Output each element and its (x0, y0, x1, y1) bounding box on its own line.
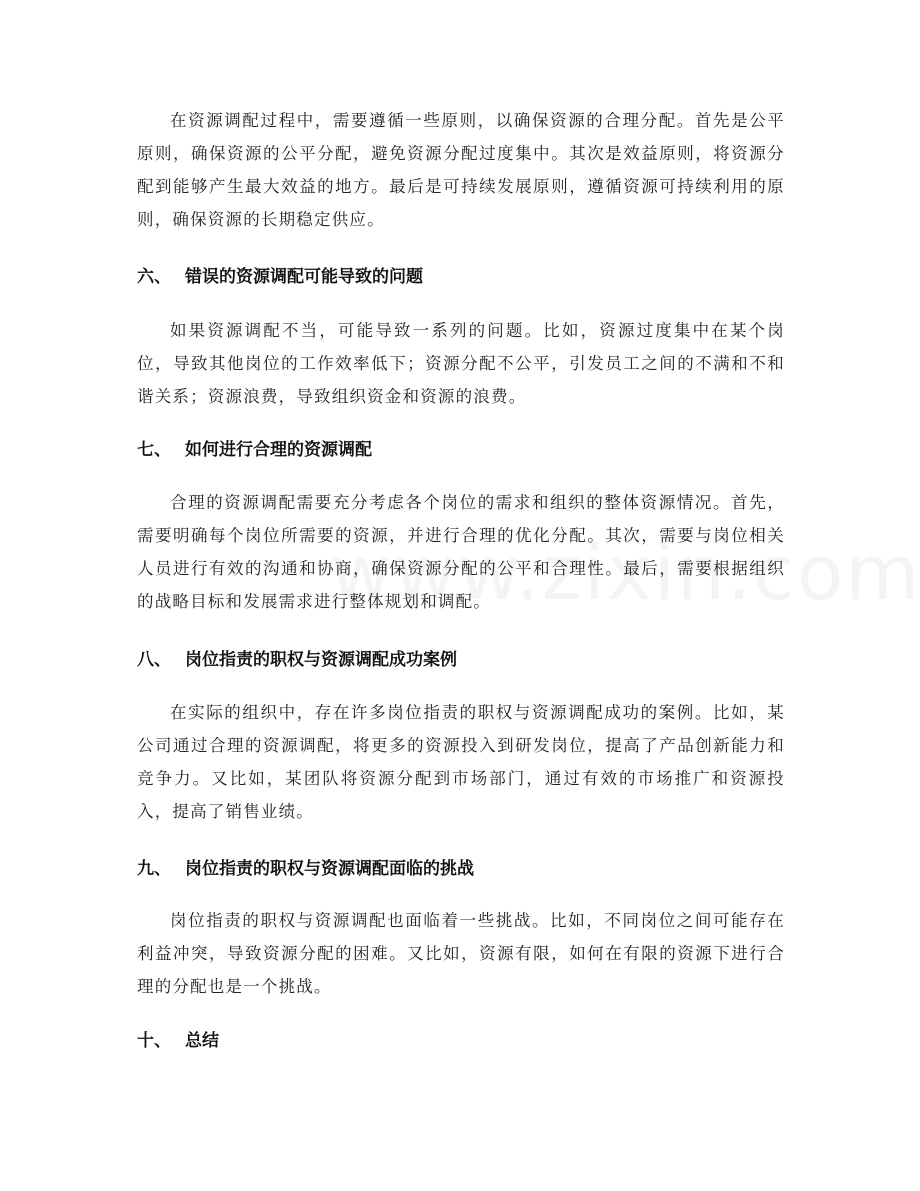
paragraph-section-7: 合理的资源调配需要充分考虑各个岗位的需求和组织的整体资源情况。首先，需要明确每个岗位所需要的资源，并进行合理的优化分配。其次，需要与岗位相关人员进行有效的沟通和协商，确保资源分配的公平和合理性。最后，需要根据组织的战略目标和发展需求进行整体规划和调配。 (137, 493, 785, 611)
heading-section-7 (137, 437, 785, 463)
paragraph-principles: 在资源调配过程中，需要遵循一些原则，以确保资源的合理分配。首先是公平原则，确保资源的公平分配，避免资源分配过度集中。其次是效益原则，将资源分配到能够产生最大效益的地方。最后是可持续发展原则，遵循资源可持续利用的原则，确保资源的长期稳定供应。 (137, 111, 785, 229)
paragraph-section-6: 如果资源调配不当，可能导致一系列的问题。比如，资源过度集中在某个岗位，导致其他岗位的工作效率低下；资源分配不公平，引发员工之间的不满和不和谐关系；资源浪费，导致组织资金和资源的浪费。 (137, 321, 785, 406)
heading-title: 岗位指责的职权与资源调配面临的挑战 (185, 859, 474, 879)
heading-section-8 (137, 647, 785, 673)
heading-number: 九、 (137, 859, 171, 879)
heading-section-10 (137, 1028, 785, 1054)
heading-number: 十、 (137, 1031, 171, 1051)
paragraph-section-9: 岗位指责的职权与资源调配也面临着一些挑战。比如，不同岗位之间可能存在利益冲突，导致资源分配的困难。又比如，资源有限，如何在有限的资源下进行合理的分配也是一个挑战。 (137, 911, 785, 996)
heading-title: 错误的资源调配可能导致的问题 (185, 267, 423, 287)
heading-number: 六、 (137, 267, 171, 287)
heading-section-9 (137, 856, 785, 882)
heading-title: 岗位指责的职权与资源调配成功案例 (185, 650, 457, 670)
heading-number: 八、 (137, 650, 171, 670)
paragraph-section-8: 在实际的组织中，存在许多岗位指责的职权与资源调配成功的案例。比如，某公司通过合理的资源调配，将更多的资源投入到研发岗位，提高了产品创新能力和竞争力。又比如，某团队将资源分配到市场部门，通过有效的市场推广和资源投入，提高了销售业绩。 (137, 703, 785, 821)
heading-section-6 (137, 264, 785, 290)
heading-title: 如何进行合理的资源调配 (185, 440, 372, 460)
heading-number: 七、 (137, 440, 171, 460)
heading-title: 总结 (185, 1031, 219, 1051)
